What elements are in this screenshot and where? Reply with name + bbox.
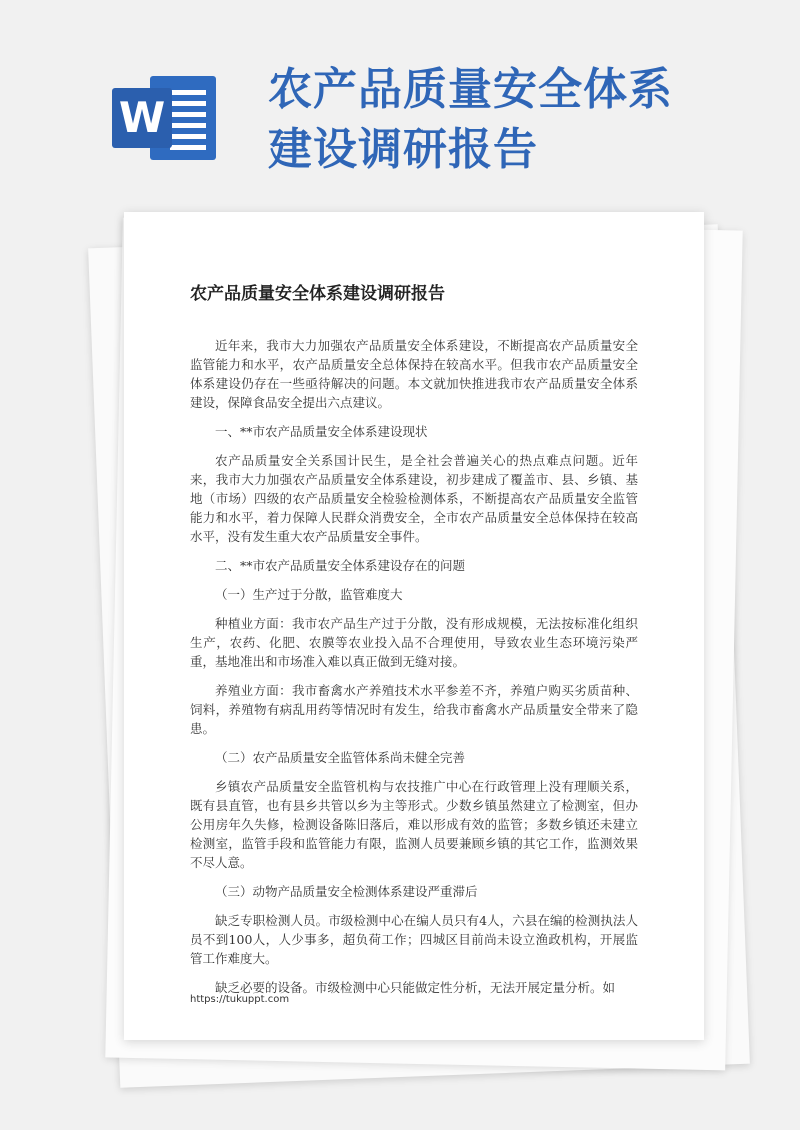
section-title: 二、**市农产品质量安全体系建设存在的问题 xyxy=(215,558,466,573)
header xyxy=(0,0,800,200)
banner-title: 农产品质量安全体系建设调研报告 xyxy=(268,64,673,175)
word-document-icon xyxy=(112,76,216,160)
word-icon-badge: W xyxy=(112,88,172,148)
paragraph: 养殖业方面：我市畜禽水产养殖技术水平参差不齐，养殖户购买劣质苗种、饲料，养殖物有病乱用药等情况时有发生，给我市畜禽水产品质量安全带来了隐患。 xyxy=(190,683,638,736)
paragraph: 缺乏必要的设备。市级检测中心只能做定性分析，无法开展定量分析。如 xyxy=(215,980,616,995)
paragraph: 缺乏专职检测人员。市级检测中心在编人员只有4人，六县在编的检测执法人员不到100人，人少事多，超负荷工作；四城区目前尚未设立渔政机构，开展监管工作难度大。 xyxy=(190,913,638,966)
paragraph: 近年来，我市大力加强农产品质量安全体系建设，不断提高农产品质量安全监管能力和水平，农产品质量安全总体保持在较高水平。但我市农产品质量安全体系建设仍存在一些亟待解决的问题。本文就加快推进我市农产品质量安全体系建设，保障食品安全提出六点建议。 xyxy=(190,338,638,410)
footer-url: https://tukuppt.com xyxy=(190,994,290,1005)
section-title: （三）动物产品质量安全检测体系建设严重滞后 xyxy=(215,884,478,899)
paragraph: 种植业方面：我市农产品生产过于分散，没有形成规模，无法按标准化组织生产，农药、化肥、农膜等农业投入品不合理使用，导致农业生态环境污染严重，基地准出和市场准入难以真正做到无缝对接。 xyxy=(190,616,638,669)
paragraph: 农产品质量安全关系国计民生，是全社会普遍关心的热点难点问题。近年来，我市大力加强农产品质量安全体系建设，初步建成了覆盖市、县、乡镇、基地（市场）四级的农产品质量安全检验检测体系，不断提高农产品质量安全监管能力和水平，着力保障人民群众消费安全，全市农产品质量安全总体保持在较高水平，没有发生重大农产品质量安全事件。 xyxy=(190,453,638,544)
document-heading: 农产品质量安全体系建设调研报告 xyxy=(190,284,445,304)
paragraph: 乡镇农产品质量安全监管机构与农技推广中心在行政管理上没有理顺关系，既有县直管，也有县乡共管以乡为主等形式。少数乡镇虽然建立了检测室，但办公用房年久失修，检测设备陈旧落后，难以形成有效的监管；多数乡镇还未建立检测室，监管手段和监管能力有限，监测人员要兼顾乡镇的其它工作，监测效果不尽人意。 xyxy=(190,779,638,870)
section-title: 一、**市农产品质量安全体系建设现状 xyxy=(215,424,428,439)
section-title: （二）农产品质量安全监管体系尚未健全完善 xyxy=(215,750,466,765)
section-title: （一）生产过于分散，监管难度大 xyxy=(215,587,403,602)
document-body xyxy=(190,282,638,1007)
document-page xyxy=(124,212,704,1040)
